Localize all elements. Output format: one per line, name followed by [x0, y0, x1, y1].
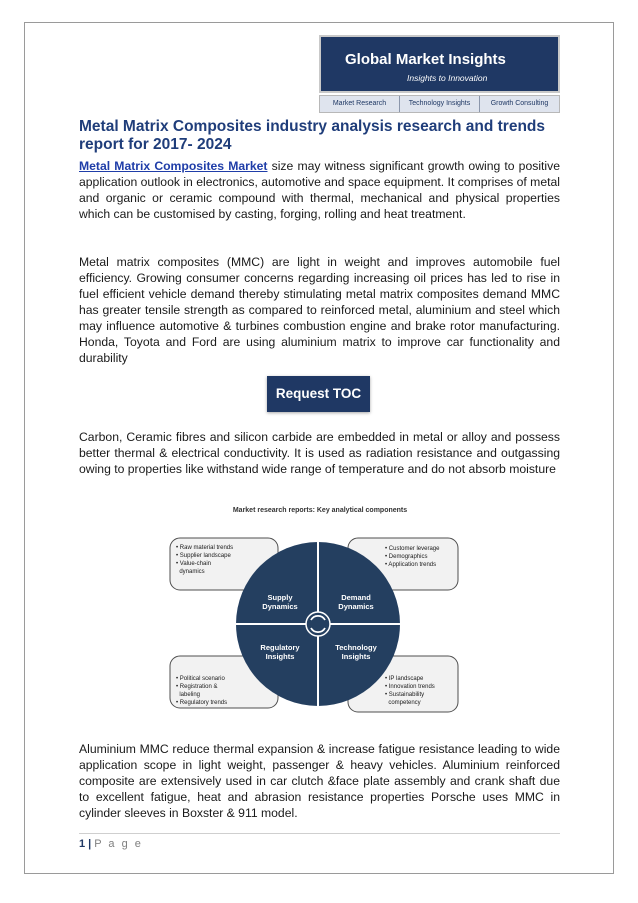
quadrant-demand-label: Dynamics: [338, 602, 374, 611]
logo-title: Global Market Insights: [345, 51, 506, 68]
quadrant-supply-label: Dynamics: [262, 602, 298, 611]
box-br-line: • IP landscape: [385, 676, 424, 682]
box-bl-line: • Political scenario: [176, 676, 225, 682]
report-title: Metal Matrix Composites industry analysis research and trends report for 2017- 2024: [79, 118, 546, 153]
quadrant-regulatory-label: Insights: [265, 652, 295, 661]
request-toc-button[interactable]: Request TOC: [267, 376, 370, 412]
box-br-line: • Sustainability: [385, 692, 425, 698]
quadrant-technology-label: Insights: [341, 652, 371, 661]
paragraph-aluminium-mmc: Aluminium MMC reduce thermal expansion & increase fatigue resistance leading to wide application scope in light weight, passenger & heavy vehicles. Aluminium reinforced composite are extensively used in car clutch &face plate assembly and crank shaft due to excellent fatigue, heat and abrasion resistance properties Porsche uses MMC in cylinder sleeves in Boxster & 911 model.: [79, 742, 560, 820]
box-br-line: competency: [385, 700, 421, 706]
quadrant-technology-label: Technology: [335, 643, 377, 652]
footer-separator: |: [88, 838, 92, 850]
box-bl-line: • Registration &: [176, 684, 218, 690]
logo-tab-market-research: Market Research: [320, 96, 400, 112]
diagram-title: Market research reports: Key analytical components: [232, 507, 408, 514]
box-tr-line: • Demographics: [385, 554, 428, 560]
logo-banner: [319, 35, 560, 93]
logo-tab-technology-insights: Technology Insights: [400, 96, 480, 112]
page-label: P a g e: [94, 838, 143, 850]
metal-matrix-composites-market-link[interactable]: Metal Matrix Composites Market: [79, 159, 268, 173]
logo-tab-growth-consulting: Growth Consulting: [490, 100, 549, 107]
page-number: 1: [79, 838, 86, 850]
box-tl-line: • Supplier landscape: [176, 553, 231, 559]
quadrant-regulatory-label: Regulatory: [260, 643, 300, 652]
paragraph-carbon-ceramic: Carbon, Ceramic fibres and silicon carbide are embedded in metal or alloy and possess better thermal & electrical conductivity. It is used as radiation resistance and outgassing owing to properties like withstand wide range of temperature and do not absorb moisture: [79, 430, 560, 476]
paragraph-mmc-automotive: Metal matrix composites (MMC) are light in weight and improves automobile fuel efficiency. Growing consumer concerns regarding increasing oil prices has led to rise in fuel efficient vehicle demand thereby stimulating metal matrix composites demand MMC has greater tensile strength as compared to reinforced metal, aluminium and steel which may influence automotive & turbines combustion engine and brake rotor manufacturing. Honda, Toyota and Ford are using aluminium matrix to improve car functionality and durability: [79, 255, 560, 365]
logo-tab-band: [319, 95, 560, 113]
box-tr-line: • Application trends: [385, 562, 437, 568]
footer-divider: [79, 833, 560, 834]
box-bl-line: labeling: [176, 692, 201, 698]
company-logo: [319, 35, 560, 113]
key-analytical-components-diagram: [160, 500, 480, 720]
quadrant-supply-label: Supply: [267, 593, 293, 602]
intro-text: size may witness significant growth owing to positive application outlook in electronics, automotive and space equipment. It comprises of metal and organic or ceramic compound with thermal, mechanical and physical properties which can be customised by casting, forging, rolling and heat treatment.: [79, 159, 561, 221]
box-tl-line: • Raw material trends: [176, 545, 234, 551]
quadrant-demand-label: Demand: [341, 593, 371, 602]
box-bl-line: • Regulatory trends: [176, 700, 228, 706]
intro-paragraph: [79, 158, 560, 222]
box-tl-line: • Value-chain: [176, 561, 212, 567]
logo-tagline: Insights to Innovation: [407, 73, 488, 83]
box-br-line: • Innovation trends: [385, 684, 435, 690]
page-footer: [79, 838, 143, 850]
box-tl-line: dynamics: [176, 569, 205, 575]
box-tr-line: • Customer leverage: [385, 546, 440, 552]
